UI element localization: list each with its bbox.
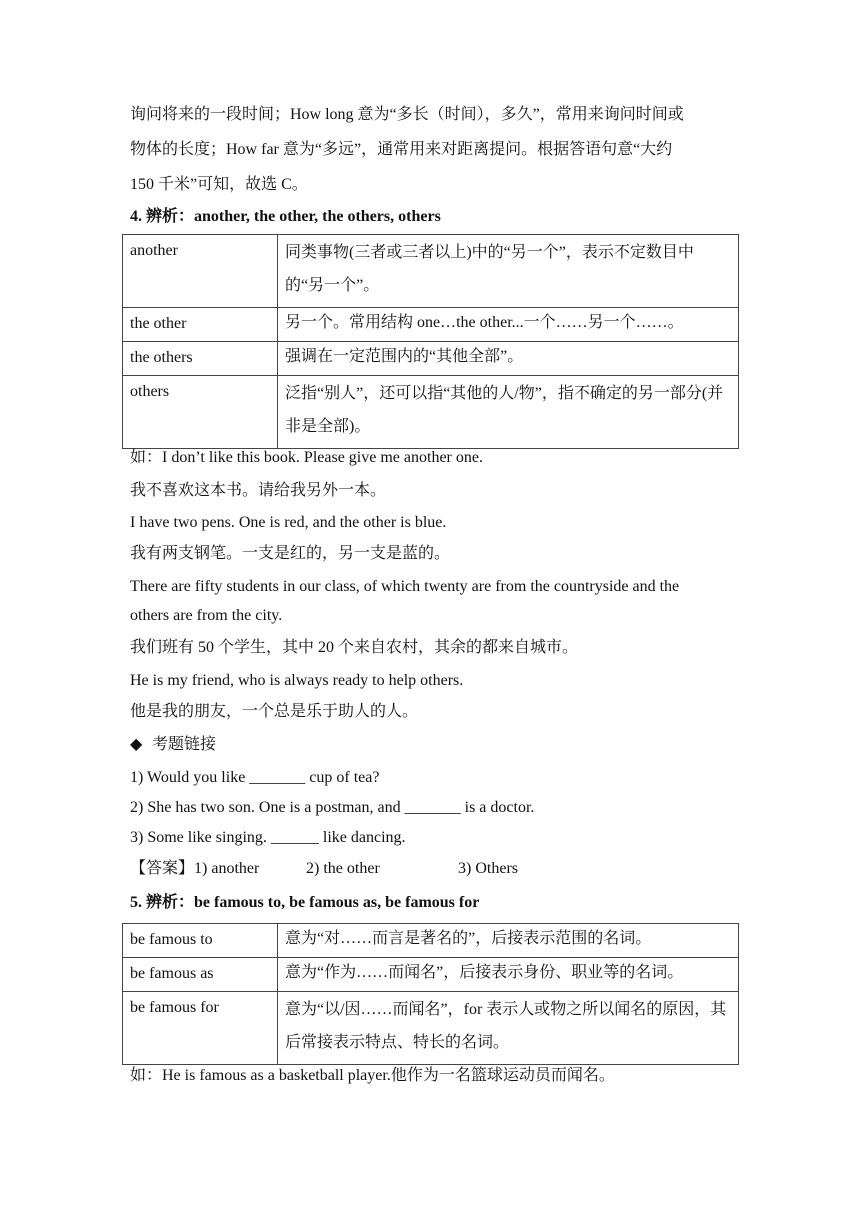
- example-line: 我们班有 50 个学生，其中 20 个来自农村，其余的都来自城市。: [130, 639, 579, 656]
- term-cell: be famous as: [123, 958, 278, 992]
- exam-link-heading: [130, 735, 216, 755]
- example-line: others are from the city.: [130, 607, 283, 624]
- desc-cell: 意为“作为……而闻名”，后接表示身份、职业等的名词。: [278, 958, 739, 992]
- comparison-table-4: [122, 234, 739, 449]
- example-line: 我不喜欢这本书。请给我另外一本。: [130, 482, 387, 499]
- answer-label: 【答案】: [130, 860, 195, 877]
- term-cell: be famous for: [123, 992, 278, 1065]
- desc-cell: 另一个。常用结构 one…the other...一个……另一个……。: [278, 308, 739, 342]
- desc-cell: 强调在一定范围内的“其他全部”。: [278, 342, 739, 376]
- table-row: [123, 958, 739, 992]
- question-line: 3) Some like singing. ______ like dancing.: [130, 829, 406, 846]
- example-line: 我有两支钢笔。一支是红的，另一支是蓝的。: [130, 545, 451, 562]
- answer-item: 1) another: [194, 860, 260, 877]
- table-row: [123, 235, 739, 308]
- table-row: [123, 376, 739, 449]
- example-line: There are fifty students in our class, of which twenty are from the countryside and the: [130, 578, 680, 595]
- intro-line-1: 询问将来的一段时间；How long 意为“多长（时间），多久”，常用来询问时间或: [130, 106, 684, 123]
- comparison-table-5: [122, 923, 739, 1065]
- table-row: [123, 308, 739, 342]
- exam-link-title: 考题链接: [152, 736, 217, 753]
- term-cell: another: [123, 235, 278, 308]
- example-line: I have two pens. One is red, and the other is blue.: [130, 514, 447, 531]
- diamond-icon: ◆: [130, 736, 143, 753]
- example-line: 如：I don’t like this book. Please give me another one.: [130, 449, 483, 466]
- answer-item: 3) Others: [458, 860, 518, 877]
- intro-line-3: 150 千米”可知，故选 C。: [130, 176, 308, 193]
- desc-cell: 同类事物(三者或三者以上)中的“另一个”，表示不定数目中的“另一个”。: [278, 235, 739, 308]
- example-line: 他是我的朋友，一个总是乐于助人的人。: [130, 703, 419, 720]
- example-line: 如：He is famous as a basketball player.他作为一名篮球运动员而闻名。: [130, 1067, 615, 1084]
- intro-line-2: 物体的长度；How far 意为“多远”，通常用来对距离提问。根据答语句意“大约: [130, 141, 673, 158]
- answer-item: 2) the other: [306, 860, 380, 877]
- question-line: 1) Would you like _______ cup of tea?: [130, 769, 380, 786]
- table-row: [123, 924, 739, 958]
- term-cell: others: [123, 376, 278, 449]
- section-4-heading: 4. 辨析：another, the other, the others, others: [130, 208, 441, 225]
- table-row: [123, 342, 739, 376]
- term-cell: the other: [123, 308, 278, 342]
- section-5-heading: 5. 辨析：be famous to, be famous as, be famous for: [130, 894, 480, 911]
- answer-line: [130, 859, 518, 879]
- example-line: He is my friend, who is always ready to help others.: [130, 672, 464, 689]
- desc-cell: 泛指“别人”，还可以指“其他的人/物”，指不确定的另一部分(并非是全部)。: [278, 376, 739, 449]
- table-row: [123, 992, 739, 1065]
- term-cell: the others: [123, 342, 278, 376]
- desc-cell: 意为“对……而言是著名的”，后接表示范围的名词。: [278, 924, 739, 958]
- term-cell: be famous to: [123, 924, 278, 958]
- desc-cell: 意为“以/因……而闻名”，for 表示人或物之所以闻名的原因，其后常接表示特点、特长的名词。: [278, 992, 739, 1065]
- question-line: 2) She has two son. One is a postman, and _______ is a doctor.: [130, 799, 535, 816]
